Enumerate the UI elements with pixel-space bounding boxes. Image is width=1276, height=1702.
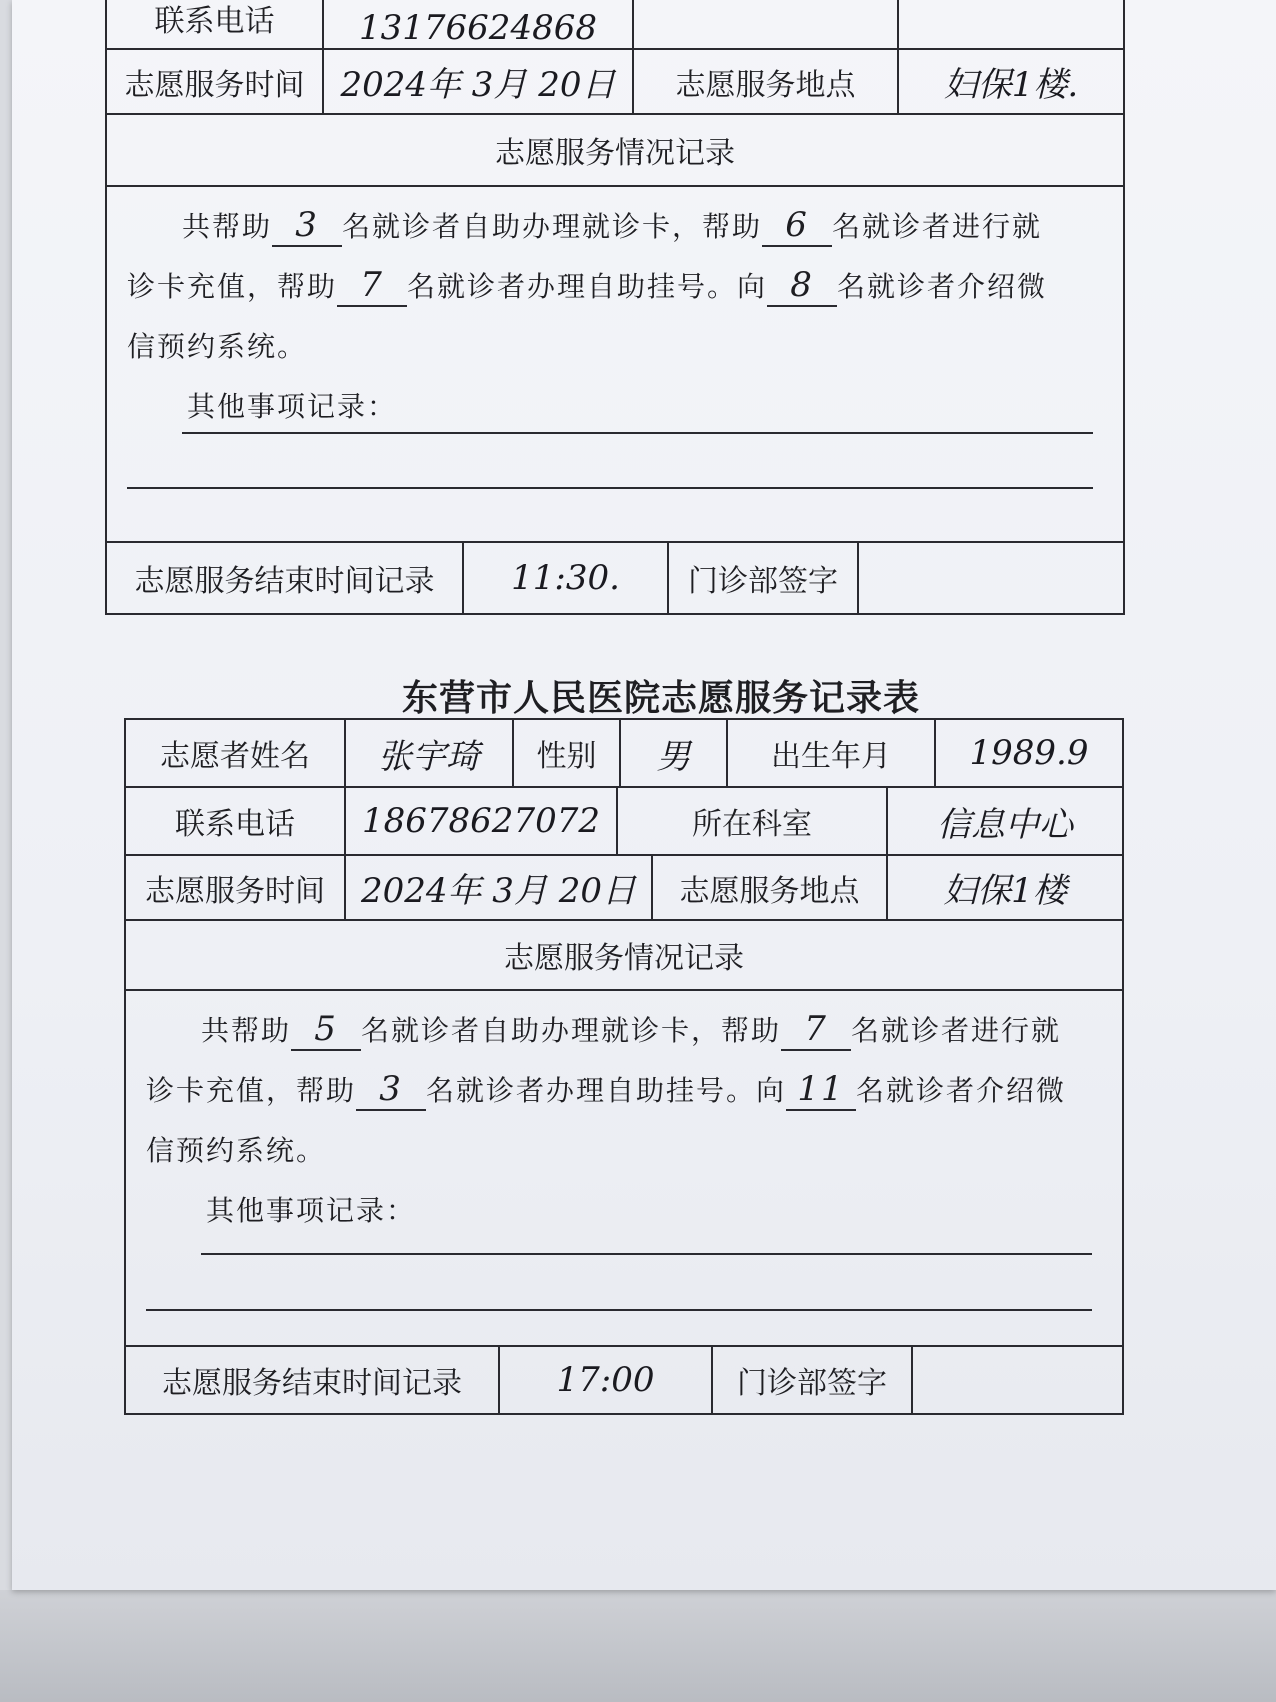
- phone-row: [107, 0, 1123, 50]
- signature-value: [911, 1347, 1122, 1413]
- signature-value: [857, 543, 1123, 613]
- other-label: 其他事项记录：: [187, 390, 398, 423]
- time-row: [126, 856, 1122, 921]
- place-value: 妇保1楼.: [897, 50, 1123, 113]
- end-time-row: [126, 1347, 1122, 1413]
- end-time-value: 11:30.: [462, 543, 667, 613]
- name-value: 张宇琦: [344, 720, 512, 786]
- section-title: 志愿服务情况记录: [495, 136, 735, 171]
- section-title-row: [126, 921, 1122, 991]
- summary-text: [127, 197, 1103, 437]
- summary-text-2: 名就诊者自助办理就诊卡，帮助: [361, 1014, 782, 1047]
- phone-value: 18678627072: [344, 788, 616, 854]
- name-label: 志愿者姓名: [160, 739, 310, 774]
- section-title: 志愿服务情况记录: [504, 941, 744, 976]
- phone-label: 联系电话: [154, 4, 275, 39]
- phone-row-empty-cell-2: [897, 0, 1123, 48]
- summary-text-5: 名就诊者办理自助挂号。向: [426, 1074, 787, 1107]
- summary-area: [126, 991, 1122, 1347]
- blank-register-count: 3: [356, 1069, 426, 1111]
- section-title-row: [107, 115, 1123, 187]
- time-row: [107, 50, 1123, 115]
- other-label: 其他事项记录：: [206, 1194, 417, 1227]
- phone-value: 13176624868: [322, 0, 632, 48]
- phone-label: 联系电话: [175, 807, 295, 842]
- summary-text-7: 信预约系统。: [146, 1134, 327, 1167]
- place-label: 志愿服务地点: [651, 856, 886, 919]
- end-time-row: [107, 543, 1123, 613]
- summary-text: [146, 1001, 1102, 1241]
- time-value: 2024年 3月 20日: [322, 50, 632, 113]
- form-2-title: 东营市人民医院志愿服务记录表: [402, 678, 921, 719]
- place-value: 妇保1楼: [886, 856, 1122, 919]
- summary-text-2: 名就诊者自助办理就诊卡，帮助: [342, 210, 763, 243]
- summary-text-3: 名就诊者进行就: [832, 210, 1043, 243]
- time-label: 志愿服务时间: [124, 67, 305, 103]
- signature-label: 门诊部签字: [667, 543, 857, 613]
- signature-label: 门诊部签字: [711, 1347, 911, 1413]
- summary-text-4: 诊卡充值，帮助: [146, 1074, 357, 1107]
- summary-text-3: 名就诊者进行就: [851, 1014, 1062, 1047]
- gender-label: 性别: [512, 720, 619, 786]
- blank-card-count: 5: [291, 1009, 361, 1051]
- blank-recharge-count: 6: [762, 205, 832, 247]
- place-label: 志愿服务地点: [632, 50, 897, 113]
- form-2: [124, 718, 1124, 1415]
- summary-text-7: 信预约系统。: [127, 330, 308, 363]
- phone-row-empty-cell: [632, 0, 897, 48]
- blank-card-count: 3: [272, 205, 342, 247]
- blank-wechat-count: 8: [767, 265, 837, 307]
- other-line-2: [127, 487, 1093, 489]
- summary-text-6: 名就诊者介绍微: [837, 270, 1048, 303]
- blank-recharge-count: 7: [781, 1009, 851, 1051]
- time-value: 2024年 3月 20日: [344, 856, 651, 919]
- birth-label: 出生年月: [726, 720, 934, 786]
- dept-label: 所在科室: [616, 788, 886, 854]
- paper-sheet: [12, 0, 1276, 1590]
- blank-register-count: 7: [337, 265, 407, 307]
- summary-text-5: 名就诊者办理自助挂号。向: [407, 270, 768, 303]
- gender-value: 男: [619, 720, 726, 786]
- birth-value: 1989.9: [934, 720, 1122, 786]
- summary-text-1: 共帮助: [182, 210, 273, 243]
- other-line-1: [182, 432, 1093, 434]
- summary-text-4: 诊卡充值，帮助: [127, 270, 338, 303]
- other-line-1: [201, 1253, 1092, 1255]
- phone-dept-row: [126, 788, 1122, 856]
- time-label: 志愿服务时间: [145, 873, 325, 909]
- dept-value: 信息中心: [886, 788, 1122, 854]
- summary-area: [107, 187, 1123, 543]
- form-1: [105, 0, 1125, 615]
- summary-text-1: 共帮助: [201, 1014, 292, 1047]
- desk-background: [0, 1590, 1276, 1702]
- end-time-label: 志愿服务结束时间记录: [134, 564, 435, 599]
- summary-text-6: 名就诊者介绍微: [856, 1074, 1067, 1107]
- end-time-value: 17:00: [498, 1347, 711, 1413]
- end-time-label: 志愿服务结束时间记录: [162, 1366, 462, 1401]
- name-row: [126, 720, 1122, 788]
- blank-wechat-count: 11: [786, 1069, 856, 1111]
- other-line-2: [146, 1309, 1092, 1311]
